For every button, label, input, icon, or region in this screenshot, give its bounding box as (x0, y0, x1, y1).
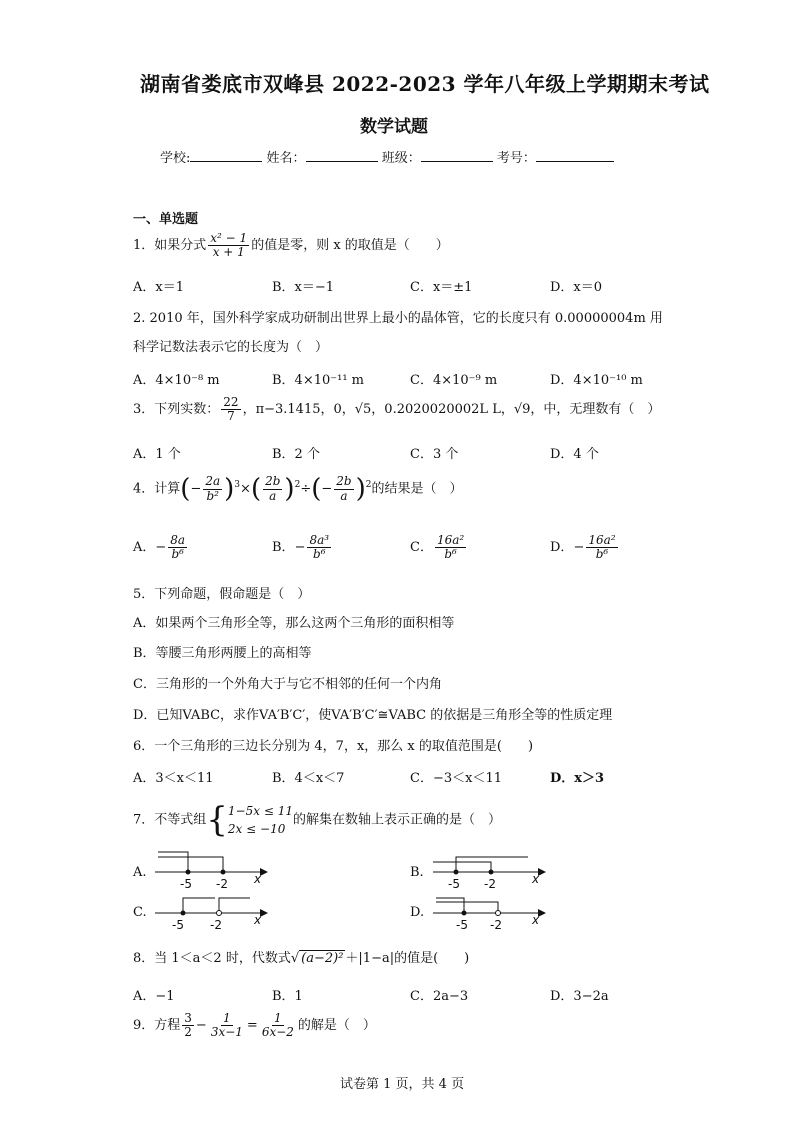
q5-option-d[interactable]: D．已知VABC，求作VA′B′C′，使VA′B′C′≅VABC 的依据是三角形全等的性质定理 (133, 708, 613, 723)
q3-fraction (221, 396, 240, 423)
class-label: 班级： (381, 151, 421, 166)
svg-text:-5: -5 (180, 877, 192, 891)
section-heading: 一、单选题 (133, 212, 199, 227)
id-label: 考号： (496, 151, 536, 166)
q8-post: ＋|1−a|的值是( ) (345, 951, 470, 966)
q1-post: 的值是零，则 x 的取值是（ ） (251, 238, 449, 254)
q9-stem: 9．方程 $\frac{3}{2}$ − $\frac{1}{3x-1}$ = $\frac{1}{6x-2}$ 的解是（ ） (133, 1011, 376, 1040)
q1-option-c[interactable]: C．x＝±1 (410, 280, 473, 295)
q2-option-d[interactable]: D．4×10⁻¹⁰ m (550, 373, 643, 388)
school-blank[interactable] (190, 149, 262, 162)
q9-pre: 9．方程 (133, 1018, 181, 1034)
q7-pre: 7．不等式组 (133, 812, 207, 828)
q4-option-d[interactable]: D．− $\frac{\text{16a²}}{\text{b⁶}}$ (550, 533, 616, 562)
q4-option-c[interactable]: C． $\frac{\text{16a²}}{\text{b⁶}}$ (410, 533, 465, 562)
q8-radicand: (a−2)² (301, 951, 344, 966)
info-fields (160, 147, 614, 166)
svg-text:x: x (532, 872, 540, 886)
q5-option-b[interactable]: B．等腰三角形两腰上的高相等 (133, 646, 312, 661)
q4-term1: $\frac{2a}{\text{b²}}$ (205, 474, 221, 503)
q4-pre: 4．计算 (133, 481, 181, 497)
page-footer: 试卷第 1 页，共 4 页 (340, 1077, 465, 1092)
q2-option-a[interactable]: A．4×10⁻⁸ m (133, 373, 220, 388)
q3-stem (133, 396, 660, 423)
q4-term3: $\frac{2b}{a}$ (336, 474, 352, 503)
q8-option-c[interactable]: C．2a−3 (410, 989, 469, 1004)
q6-option-a[interactable]: A．3＜x＜11 (133, 771, 214, 786)
name-blank[interactable] (306, 149, 378, 162)
q9-post: 的解是（ ） (297, 1018, 376, 1034)
q1-num: x² − 1 (210, 231, 248, 245)
q2-line2: 科学记数法表示它的长度为（ ） (133, 340, 329, 355)
q7-numberline-c[interactable] (150, 888, 275, 933)
q3-den: 7 (227, 409, 235, 424)
q5-stem: 5．下列命题，假命题是（ ） (133, 587, 311, 602)
q3-option-c[interactable]: C．3 个 (410, 447, 459, 462)
name-label: 姓名： (266, 151, 306, 166)
svg-text:-2: -2 (216, 877, 228, 891)
q6-option-d[interactable]: D．x＞3 (550, 771, 605, 786)
q7-system: 1−5x ≤ 11 2x ≤ −10 (227, 804, 293, 836)
svg-text:x: x (254, 872, 262, 886)
exam-subtitle: 数学试题 (360, 117, 428, 137)
svg-text:-2: -2 (210, 918, 222, 932)
q1-fraction (208, 232, 249, 259)
q7-option-c-label[interactable]: C. (133, 905, 147, 920)
q1-option-b[interactable]: B．x＝−1 (272, 280, 335, 295)
q1-den: x + 1 (212, 245, 245, 260)
question-1-stem (133, 232, 449, 259)
q2-option-c[interactable]: C．4×10⁻⁹ m (410, 373, 498, 388)
q7-stem: 7．不等式组{ 1−5x ≤ 11 2x ≤ −10 的解集在数轴上表示正确的是（ ） (133, 800, 501, 840)
school-label: 学校: (160, 151, 191, 166)
q6-option-c[interactable]: C．−3＜x＜11 (410, 771, 502, 786)
q8-stem: 8．当 1＜a＜2 时，代数式√ (a−2)² ＋|1−a|的值是( ) (133, 951, 470, 966)
q1-option-d[interactable]: D．x＝0 (550, 280, 603, 295)
q3-post: ，π−3.1415，0，√5，0.2020020002L L，√9，中，无理数有（ ） (242, 402, 661, 418)
q4-stem: 4．计算(− $\frac{2a}{\text{b²}}$ )$^3$×( $\frac{2b}{a}$ )$^2$÷(− $\frac{2b}{a}$ )$^2$的结果是（ ） (133, 474, 463, 504)
q8-option-a[interactable]: A．−1 (133, 989, 175, 1004)
svg-text:x: x (532, 913, 540, 927)
q4-post: 的结果是（ ） (371, 481, 463, 497)
svg-text:-5: -5 (172, 918, 184, 932)
q1-option-a[interactable]: A．x＝1 (133, 280, 184, 295)
q3-option-a[interactable]: A．1 个 (133, 447, 181, 462)
q8-option-b[interactable]: B．1 (272, 989, 303, 1004)
exam-title: 湖南省娄底市双峰县 2022-2023 学年八年级上学期期末考试 (140, 72, 710, 96)
q5-option-a[interactable]: A．如果两个三角形全等，那么这两个三角形的面积相等 (133, 616, 455, 631)
q2-line1: 2. 2010 年，国外科学家成功研制出世界上最小的晶体管，它的长度只有 0.00000004m 用 (133, 311, 663, 326)
svg-text:x: x (254, 913, 262, 927)
q2-option-b[interactable]: B．4×10⁻¹¹ m (272, 373, 365, 388)
q1-pre: 1．如果分式 (133, 238, 207, 254)
svg-text:-5: -5 (456, 918, 468, 932)
q7-post: 的解集在数轴上表示正确的是（ ） (292, 812, 501, 828)
q6-option-b[interactable]: B．4＜x＜7 (272, 771, 345, 786)
q6-stem: 6．一个三角形的三边长分别为 4，7，x，那么 x 的取值范围是( ) (133, 739, 534, 754)
q3-option-b[interactable]: B．2 个 (272, 447, 320, 462)
id-blank[interactable] (536, 149, 614, 162)
q3-option-d[interactable]: D．4 个 (550, 447, 599, 462)
q3-num: 22 (223, 395, 239, 409)
svg-text:-5: -5 (448, 877, 460, 891)
q7-numberline-d[interactable] (428, 888, 553, 933)
q8-pre: 8．当 1＜a＜2 时，代数式 (133, 951, 291, 966)
q8-option-d[interactable]: D．3−2a (550, 989, 609, 1004)
q7-option-d-label[interactable]: D. (410, 905, 425, 920)
svg-text:-2: -2 (490, 918, 502, 932)
q4-term2: $\frac{2b}{a}$ (265, 474, 281, 503)
class-blank[interactable] (421, 149, 493, 162)
q4-option-a[interactable]: A．− $\frac{8a}{\text{b⁶}}$ (133, 533, 186, 562)
q3-pre: 3．下列实数： (133, 402, 220, 418)
q5-option-c[interactable]: C．三角形的一个外角大于与它不相邻的任何一个内角 (133, 677, 442, 692)
q4-option-b[interactable]: B．− $\frac{\text{8a³}}{\text{b⁶}}$ (272, 533, 330, 562)
svg-text:-2: -2 (484, 877, 496, 891)
q7-option-a-label[interactable]: A. (133, 865, 147, 880)
q7-option-b-label[interactable]: B. (410, 865, 424, 880)
